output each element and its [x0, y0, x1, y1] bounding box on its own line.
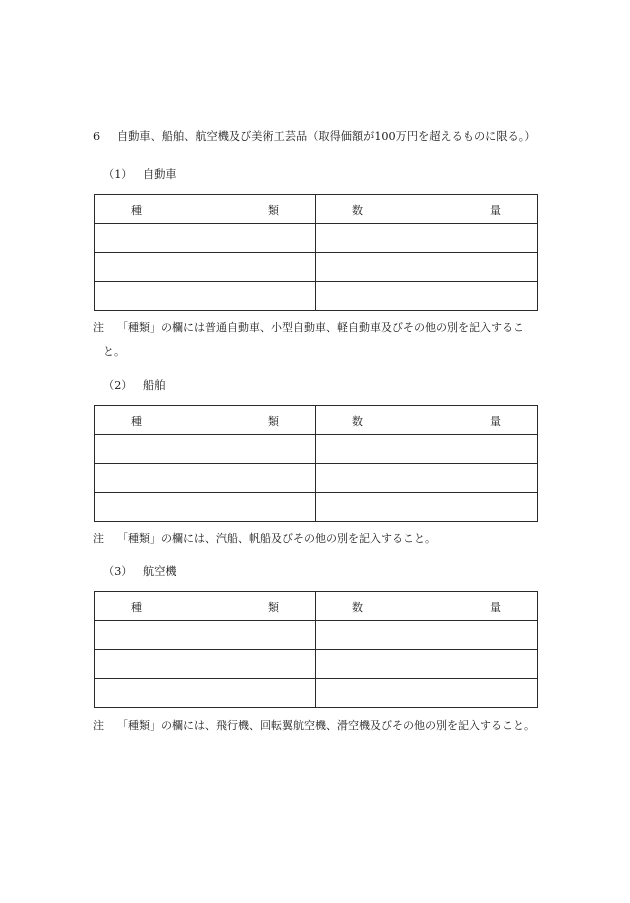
- note-text-line-1: 「種類」の欄には、汽船、帆船及びその他の別を記入すること。: [117, 532, 436, 545]
- subsection-heading-2: [103, 377, 165, 393]
- type-header-char-2: 類: [268, 204, 279, 217]
- type-cell[interactable]: [95, 493, 316, 522]
- type-header-char-1: 種: [131, 601, 142, 614]
- quantity-header-char-2: 量: [490, 601, 501, 614]
- quantity-cell[interactable]: [316, 282, 538, 311]
- type-cell[interactable]: [95, 282, 316, 311]
- note-text-line-2: と。: [103, 345, 125, 358]
- type-header-cell: [95, 592, 316, 621]
- type-cell[interactable]: [95, 679, 316, 708]
- type-cell[interactable]: [95, 650, 316, 679]
- quantity-header-char-1: 数: [352, 204, 363, 217]
- type-cell[interactable]: [95, 253, 316, 282]
- table-row: [95, 464, 538, 493]
- quantity-header-cell: [316, 592, 538, 621]
- note-label: 注: [93, 532, 104, 545]
- subsection-heading-1: [103, 166, 177, 182]
- type-cell[interactable]: [95, 224, 316, 253]
- subsection-heading-3: [103, 563, 177, 579]
- table-row: [95, 253, 538, 282]
- type-header-char-2: 類: [268, 415, 279, 428]
- note-vehicle: [93, 316, 553, 364]
- note-text-line-1: 「種類」の欄には普通自動車、小型自動車、軽自動車及びその他の別を記入するこ: [117, 321, 524, 334]
- type-header-char-2: 類: [268, 601, 279, 614]
- table-row: [95, 224, 538, 253]
- type-header-cell: [95, 406, 316, 435]
- subsection-title: 自動車: [143, 168, 177, 181]
- section-title: 自動車、船舶、航空機及び美術工芸品（取得価額が100万円を超えるものに限る。）: [117, 130, 536, 143]
- table-row: [95, 282, 538, 311]
- table-row: [95, 621, 538, 650]
- quantity-cell[interactable]: [316, 224, 538, 253]
- type-header-char-1: 種: [131, 415, 142, 428]
- type-header-cell: [95, 195, 316, 224]
- quantity-header-char-1: 数: [352, 601, 363, 614]
- table-row: [95, 650, 538, 679]
- note-text-line-1: 「種類」の欄には、飛行機、回転翼航空機、滑空機及びその他の別を記入すること。: [117, 719, 535, 732]
- quantity-header-cell: [316, 195, 538, 224]
- table-header-row: [95, 195, 538, 224]
- section-number: 6: [93, 130, 101, 143]
- type-cell[interactable]: [95, 435, 316, 464]
- table-header-row: [95, 592, 538, 621]
- vehicle-table: [94, 194, 538, 311]
- aircraft-table: [94, 591, 538, 708]
- quantity-header-char-2: 量: [490, 204, 501, 217]
- subsection-title: 船舶: [143, 379, 166, 392]
- subsection-marker: （2）: [103, 379, 133, 392]
- quantity-header-char-2: 量: [490, 415, 501, 428]
- subsection-marker: （3）: [103, 565, 133, 578]
- quantity-cell[interactable]: [316, 650, 538, 679]
- note-aircraft: [93, 714, 553, 738]
- quantity-cell[interactable]: [316, 621, 538, 650]
- note-label: 注: [93, 321, 104, 334]
- type-cell[interactable]: [95, 621, 316, 650]
- subsection-title: 航空機: [143, 565, 177, 578]
- note-ship: [93, 527, 553, 551]
- quantity-header-cell: [316, 406, 538, 435]
- ship-table: [94, 405, 538, 522]
- note-label: 注: [93, 719, 104, 732]
- quantity-cell[interactable]: [316, 435, 538, 464]
- subsection-marker: （1）: [103, 168, 133, 181]
- table-row: [95, 679, 538, 708]
- type-cell[interactable]: [95, 464, 316, 493]
- type-header-char-1: 種: [131, 204, 142, 217]
- quantity-cell[interactable]: [316, 493, 538, 522]
- table-row: [95, 493, 538, 522]
- section-heading: [93, 128, 536, 144]
- quantity-header-char-1: 数: [352, 415, 363, 428]
- quantity-cell[interactable]: [316, 253, 538, 282]
- table-row: [95, 435, 538, 464]
- table-header-row: [95, 406, 538, 435]
- quantity-cell[interactable]: [316, 464, 538, 493]
- quantity-cell[interactable]: [316, 679, 538, 708]
